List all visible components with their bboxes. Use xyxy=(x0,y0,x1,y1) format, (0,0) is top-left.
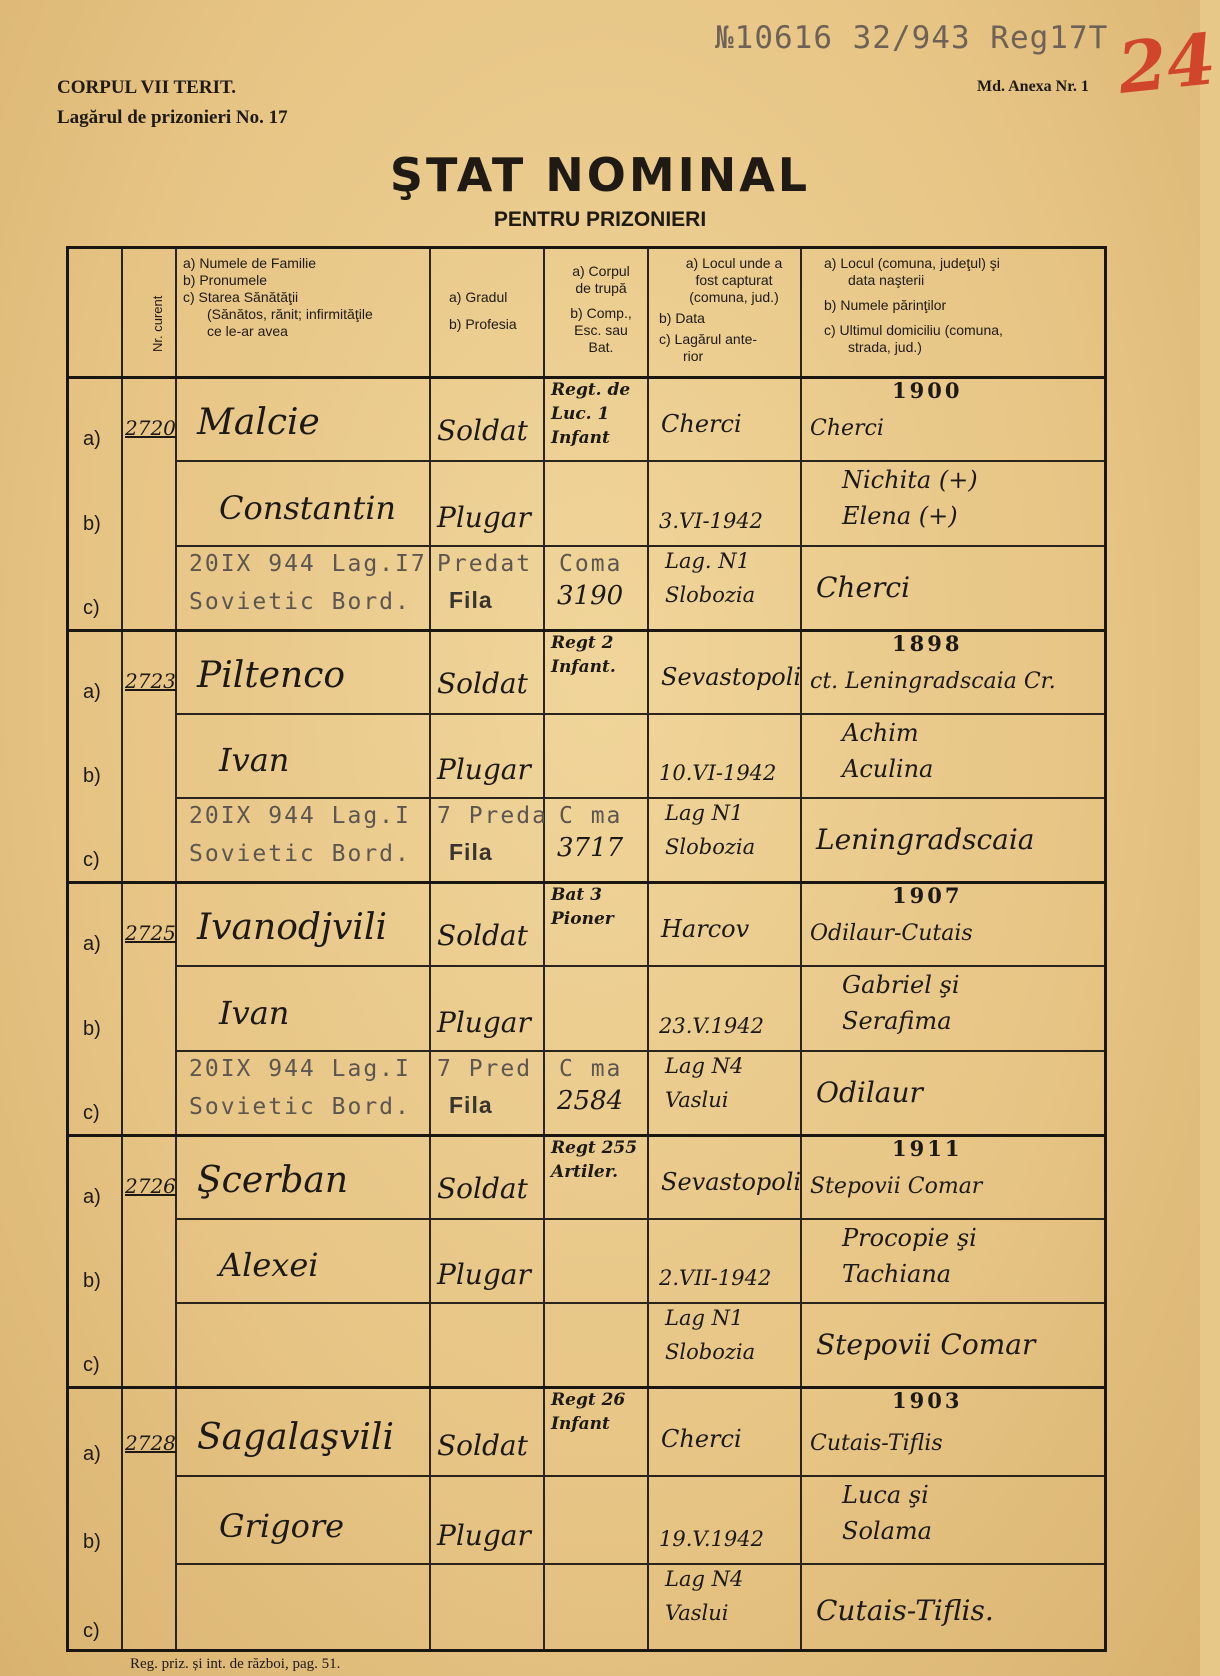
col-header-birth-a2: data naşterii xyxy=(848,272,925,288)
record-number: 2725 xyxy=(125,921,176,945)
profession-value: Plugar xyxy=(437,1258,531,1291)
last-domicile: Odilaur xyxy=(816,1076,923,1109)
birth-year: 1903 xyxy=(892,1388,963,1413)
unit-line-1: Bat 3 xyxy=(551,885,602,905)
first-name: Constantin xyxy=(219,489,397,527)
previous-camp-1: Lag N4 xyxy=(665,1567,744,1591)
parents-line-1: Luca şi xyxy=(842,1481,929,1509)
row-divider xyxy=(177,797,1104,799)
previous-camp-1: Lag N1 xyxy=(665,801,744,825)
family-name: Ivanodjvili xyxy=(197,907,387,948)
first-name: Alexei xyxy=(219,1246,319,1284)
row-divider xyxy=(177,460,1104,462)
unit-line-3: Infant xyxy=(551,428,610,448)
header-left xyxy=(57,73,288,133)
row-label: b) xyxy=(83,1531,101,1553)
col-header-birth-c2: strada, jud.) xyxy=(848,339,922,355)
stamp-line-1: 20IX 944 Lag.I xyxy=(189,803,411,829)
stamp-line-2: 7 Pred xyxy=(437,1056,533,1082)
page-number-handwritten: 24 xyxy=(1113,17,1220,110)
row-divider xyxy=(177,545,1104,547)
row-label: b) xyxy=(83,1018,101,1040)
last-domicile: Cherci xyxy=(816,571,911,604)
col-header-corps-a1: a) Corpul xyxy=(572,263,630,279)
family-name: Piltenco xyxy=(197,655,346,696)
previous-camp-1: Lag N1 xyxy=(665,1306,744,1330)
capture-date: 19.V.1942 xyxy=(659,1527,765,1551)
column-divider xyxy=(429,249,431,1649)
stamp-line-5: Fila xyxy=(449,839,493,865)
row-label: c) xyxy=(83,849,100,871)
col-header-name-c: c) Starea Sănătăţii xyxy=(183,289,299,305)
profession-value: Plugar xyxy=(437,1006,531,1039)
col-header-corps-b2: Esc. sau xyxy=(574,322,628,338)
col-header-birth-a1: a) Locul (comuna, judeţul) şi xyxy=(824,255,1000,271)
stamp-line-4: Sovietic Bord. xyxy=(189,589,411,615)
col-header-capture-b: b) Data xyxy=(659,310,705,326)
birth-place: Stepovii Comar xyxy=(810,1174,983,1199)
fila-number: 3190 xyxy=(557,581,624,611)
birth-place: ct. Leningradscaia Cr. xyxy=(810,669,1056,694)
col-header-name-c2: (Sănătos, rănit; infirmităţile xyxy=(207,306,373,322)
row-label: b) xyxy=(83,1270,101,1292)
column-divider xyxy=(647,249,649,1649)
row-label: c) xyxy=(83,1620,100,1642)
corps-name: CORPUL VII TERIT. xyxy=(57,77,236,98)
row-label: b) xyxy=(83,765,101,787)
birth-place: Cutais-Tiflis xyxy=(810,1431,943,1456)
previous-camp-2: Slobozia xyxy=(665,583,756,607)
col-header-corps-b1: b) Comp., xyxy=(570,305,632,321)
first-name: Grigore xyxy=(219,1507,345,1545)
row-label: c) xyxy=(83,597,100,619)
col-header-rank-b: b) Profesia xyxy=(449,316,517,332)
birth-year: 1898 xyxy=(892,631,963,656)
capture-place: Cherci xyxy=(661,1425,742,1453)
unit-line-2: Luc. 1 xyxy=(551,404,610,424)
row-label: c) xyxy=(83,1102,100,1124)
column-divider xyxy=(121,249,123,1649)
col-header-capture-c2: rior xyxy=(683,348,704,364)
camp-name: Lagărul de prizonieri No. 17 xyxy=(57,107,288,128)
unit-line-1: Regt 2 xyxy=(551,633,614,653)
unit-line-2: Infant. xyxy=(551,657,616,677)
family-name: Şcerban xyxy=(197,1160,349,1201)
first-name: Ivan xyxy=(219,741,290,779)
row-label: a) xyxy=(83,1443,101,1465)
page-title: ŞTAT NOMINAL xyxy=(389,148,811,202)
birth-year: 1907 xyxy=(892,883,963,908)
row-divider xyxy=(177,713,1104,715)
col-header-name-c3: ce le-ar avea xyxy=(207,323,288,339)
birth-year: 1911 xyxy=(892,1136,963,1161)
birth-year: 1900 xyxy=(892,378,963,403)
stamp-line-5: Fila xyxy=(449,1092,493,1118)
stamp-line-4: Sovietic Bord. xyxy=(189,841,411,867)
col-header-corps-b3: Bat. xyxy=(588,339,614,355)
prisoner-table xyxy=(66,246,1107,1652)
row-label: a) xyxy=(83,933,101,955)
capture-place: Cherci xyxy=(661,410,742,438)
parents-line-2: Aculina xyxy=(842,755,934,783)
row-divider xyxy=(177,1050,1104,1052)
footer-note: Reg. priz. și int. de război, pag. 51. xyxy=(130,1656,341,1672)
row-divider xyxy=(177,1475,1104,1477)
previous-camp-1: Lag. N1 xyxy=(665,549,750,573)
rank-value: Soldat xyxy=(437,667,528,700)
col-header-capture xyxy=(659,255,809,365)
previous-camp-2: Vaslui xyxy=(665,1601,729,1625)
page-subtitle: PENTRU PRIZONIERI xyxy=(493,208,707,231)
parents-line-2: Solama xyxy=(842,1517,932,1545)
row-divider xyxy=(177,965,1104,967)
capture-place: Sevastopoli xyxy=(661,663,802,691)
capture-date: 23.V.1942 xyxy=(659,1014,765,1038)
last-domicile: Cutais-Tiflis. xyxy=(816,1594,994,1627)
profession-value: Plugar xyxy=(437,753,531,786)
last-domicile: Leningradscaia xyxy=(816,823,1035,856)
row-label: a) xyxy=(83,1186,101,1208)
row-divider xyxy=(177,1302,1104,1304)
col-header-capture-a3: (comuna, jud.) xyxy=(689,289,779,305)
family-name: Sagalaşvili xyxy=(197,1417,394,1458)
capture-place: Sevastopoli xyxy=(661,1168,802,1196)
col-header-capture-a1: a) Locul unde a xyxy=(685,255,783,271)
capture-date: 3.VI-1942 xyxy=(659,509,764,533)
first-name: Ivan xyxy=(219,994,290,1032)
stamp-line-5: Fila xyxy=(449,587,493,613)
previous-camp-1: Lag N4 xyxy=(665,1054,744,1078)
rank-value: Soldat xyxy=(437,1172,528,1205)
row-divider xyxy=(177,1563,1104,1565)
parents-line-2: Elena (+) xyxy=(842,502,958,530)
column-divider xyxy=(800,249,802,1649)
unit-line-1: Regt 26 xyxy=(551,1390,626,1410)
stamp-line-3: C ma xyxy=(559,803,623,829)
unit-line-2: Infant xyxy=(551,1414,610,1434)
col-header-rank xyxy=(439,289,544,333)
row-divider xyxy=(177,1218,1104,1220)
unit-line-1: Regt. de xyxy=(551,380,631,400)
birth-place: Odilaur-Cutais xyxy=(810,921,973,946)
last-domicile: Stepovii Comar xyxy=(816,1328,1036,1361)
stamp-line-1: 20IX 944 Lag.I7 xyxy=(189,551,427,577)
stamp-line-2: 7 Preda xyxy=(437,803,548,829)
profession-value: Plugar xyxy=(437,501,531,534)
rank-value: Soldat xyxy=(437,414,528,447)
previous-camp-2: Slobozia xyxy=(665,835,756,859)
family-name: Malcie xyxy=(197,402,320,443)
previous-camp-2: Vaslui xyxy=(665,1088,729,1112)
stamp-line-3: C ma xyxy=(559,1056,623,1082)
fila-number: 2584 xyxy=(557,1086,624,1116)
column-divider xyxy=(543,249,545,1649)
birth-place: Cherci xyxy=(810,416,884,441)
col-header-name-b: b) Pronumele xyxy=(183,272,268,288)
row-label: c) xyxy=(83,1354,100,1376)
rank-value: Soldat xyxy=(437,919,528,952)
rank-value: Soldat xyxy=(437,1429,528,1462)
stamp-line-3: Coma xyxy=(559,551,623,577)
col-header-corps-a2: de trupă xyxy=(575,280,627,296)
row-label: a) xyxy=(83,428,101,450)
parents-line-1: Nichita (+) xyxy=(842,466,978,494)
col-header-birth xyxy=(824,255,1104,356)
annex-label: Md. Anexa Nr. 1 xyxy=(977,78,1089,95)
col-header-name xyxy=(183,255,433,340)
parents-line-2: Serafima xyxy=(842,1007,952,1035)
col-header-rank-a: a) Gradul xyxy=(449,289,508,305)
registry-stamp: №10616 32/943 Reg17T xyxy=(715,20,1109,56)
parents-line-1: Achim xyxy=(842,719,919,747)
capture-date: 2.VII-1942 xyxy=(659,1266,772,1290)
record-number: 2726 xyxy=(125,1174,176,1198)
col-header-name-a: a) Numele de Familie xyxy=(183,255,317,271)
parents-line-1: Procopie şi xyxy=(842,1224,977,1252)
col-header-capture-a2: fost capturat xyxy=(695,272,773,288)
record-number: 2720 xyxy=(125,416,176,440)
parents-line-1: Gabriel şi xyxy=(842,971,960,999)
col-header-capture-c1: c) Lagărul ante- xyxy=(659,331,758,347)
col-header-birth-b: b) Numele părinţilor xyxy=(824,297,947,313)
capture-date: 10.VI-1942 xyxy=(659,761,777,785)
row-label: a) xyxy=(83,681,101,703)
record-number: 2723 xyxy=(125,669,176,693)
col-header-birth-c1: c) Ultimul domiciliu (comuna, xyxy=(824,322,1003,338)
stamp-line-4: Sovietic Bord. xyxy=(189,1094,411,1120)
row-label: b) xyxy=(83,513,101,535)
stamp-line-1: 20IX 944 Lag.I xyxy=(189,1056,411,1082)
col-header-corps xyxy=(549,255,653,356)
unit-line-2: Artiler. xyxy=(551,1162,619,1182)
parents-line-2: Tachiana xyxy=(842,1260,952,1288)
stamp-line-2: Predat xyxy=(437,551,533,577)
unit-line-1: Regt 255 xyxy=(551,1138,638,1158)
record-number: 2728 xyxy=(125,1431,176,1455)
profession-value: Plugar xyxy=(437,1519,531,1552)
capture-place: Harcov xyxy=(661,915,750,943)
fila-number: 3717 xyxy=(557,833,624,863)
col-header-nr: Nr. curent xyxy=(150,295,165,353)
unit-line-2: Pioner xyxy=(551,909,614,929)
previous-camp-2: Slobozia xyxy=(665,1340,756,1364)
